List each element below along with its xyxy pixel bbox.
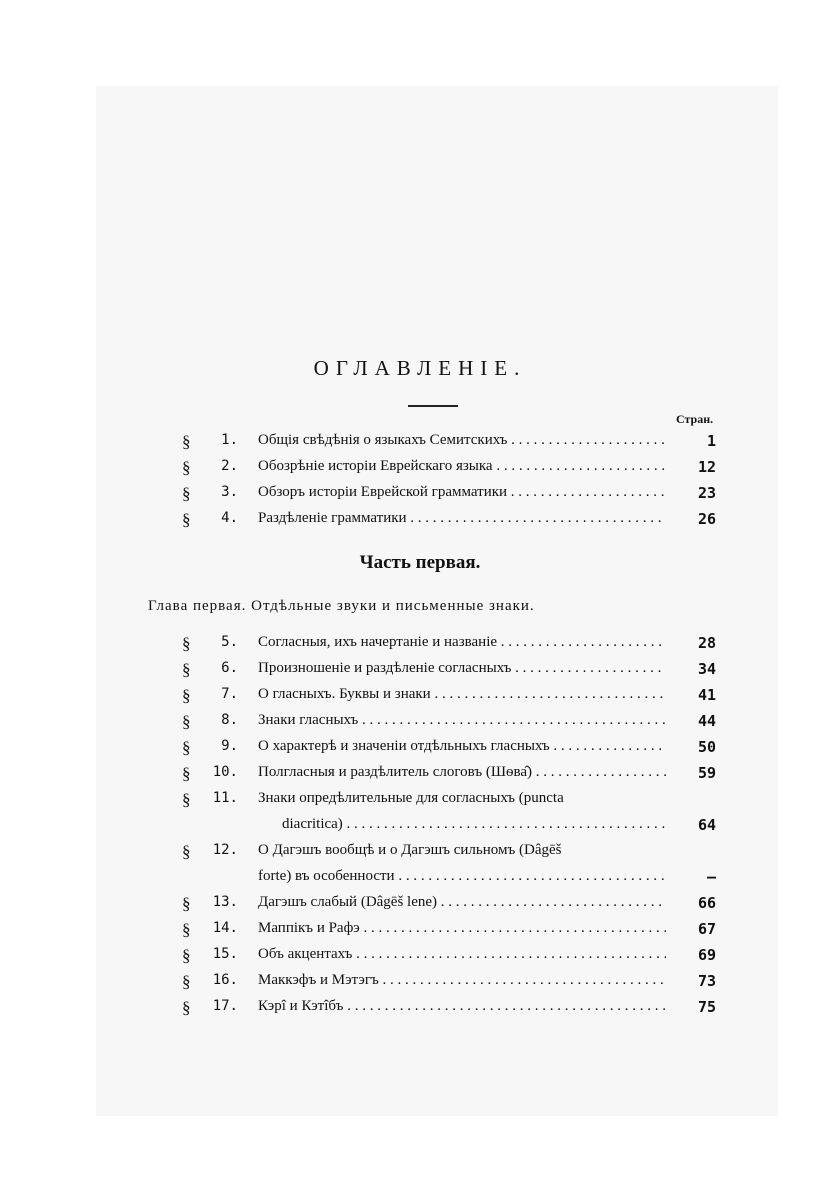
entry-number: 14.	[212, 920, 238, 936]
entry-page: —	[706, 868, 716, 886]
section-sign: §	[182, 920, 191, 939]
entry-page: 67	[697, 920, 716, 938]
entry-page: 26	[697, 510, 716, 528]
section-sign: §	[182, 790, 191, 809]
entry-page: 34	[697, 660, 716, 678]
entry-page: 64	[697, 816, 716, 834]
entry-number: 13.	[212, 894, 238, 910]
page-title: ОГЛАВЛЕНІЕ.	[313, 356, 527, 380]
entry-number: 11.	[212, 790, 238, 806]
entry-number: 4.	[221, 510, 238, 526]
section-sign: §	[182, 894, 191, 913]
entry-title: Дагэшъ слабый (Dâgēš lene) . . .	[258, 894, 666, 911]
entry-title: Обозрѣніе исторіи Еврейскаго языка . . .	[258, 458, 666, 475]
section-sign: §	[182, 686, 191, 705]
entry-number: 12.	[212, 842, 238, 858]
toc-entry[interactable]	[0, 842, 840, 868]
toc-entry-continuation[interactable]	[0, 868, 840, 894]
entry-page: 1	[706, 432, 716, 450]
entry-number: 3.	[221, 484, 238, 500]
entry-number: 7.	[221, 686, 238, 702]
entry-title-cont: diacritica) . . .	[282, 816, 666, 833]
entry-page: 44	[697, 712, 716, 730]
entry-page: 73	[697, 972, 716, 990]
entry-number: 6.	[221, 660, 238, 676]
toc-entry[interactable]	[0, 920, 840, 946]
page-column-label: Стран.	[676, 412, 714, 426]
toc-entry[interactable]	[0, 894, 840, 920]
section-sign: §	[182, 738, 191, 757]
entry-title: О Дагэшъ вообщѣ и о Дагэшъ сильномъ (Dâgēš	[258, 842, 562, 858]
toc-entry[interactable]	[0, 790, 840, 816]
entry-page: 50	[697, 738, 716, 756]
entry-title-cont: forte) въ особенности . . .	[258, 868, 666, 885]
section-sign: §	[182, 634, 191, 653]
entry-page: 66	[697, 894, 716, 912]
chapter-title: Глава первая. Отдѣльные звуки и письменные знаки.	[148, 598, 535, 614]
toc-entry[interactable]	[0, 946, 840, 972]
entry-number: 8.	[221, 712, 238, 728]
section-sign: §	[182, 712, 191, 731]
section-sign: §	[182, 432, 191, 451]
entry-title: Обзоръ исторіи Еврейской грамматики . . .	[258, 484, 666, 501]
entry-page: 75	[697, 998, 716, 1016]
entry-title: Знаки опредѣлительные для согласныхъ (puncta	[258, 790, 564, 806]
entry-title: Объ акцентахъ . . .	[258, 946, 666, 963]
toc-entry[interactable]	[0, 660, 840, 686]
section-sign: §	[182, 510, 191, 529]
section-sign: §	[182, 842, 191, 861]
section-sign: §	[182, 764, 191, 783]
entry-title: Общія свѣдѣнія о языкахъ Семитскихъ . . .	[258, 432, 666, 449]
toc-entry[interactable]	[0, 712, 840, 738]
section-sign: §	[182, 946, 191, 965]
section-sign: §	[182, 660, 191, 679]
title-rule	[408, 405, 458, 407]
entry-page: 28	[697, 634, 716, 652]
entry-page: 41	[697, 686, 716, 704]
entry-title: Произношеніе и раздѣленіе согласныхъ . . .	[258, 660, 666, 677]
toc-entry[interactable]	[0, 634, 840, 660]
toc-entry[interactable]	[0, 686, 840, 712]
section-sign: §	[182, 458, 191, 477]
entry-title: Раздѣленіе грамматики . . .	[258, 510, 666, 527]
entry-title: Полгласныя и раздѣлитель слоговъ (Шѳва̂) . . .	[258, 764, 666, 781]
entry-page: 23	[697, 484, 716, 502]
entry-title: О характерѣ и значеніи отдѣльныхъ гласныхъ . . .	[258, 738, 666, 755]
toc-entry[interactable]	[0, 458, 840, 484]
entry-number: 1.	[221, 432, 238, 448]
entry-number: 16.	[212, 972, 238, 988]
section-sign: §	[182, 998, 191, 1017]
entry-number: 15.	[212, 946, 238, 962]
toc-entry-continuation[interactable]	[0, 816, 840, 842]
entry-number: 9.	[221, 738, 238, 754]
toc-entry[interactable]	[0, 484, 840, 510]
entry-page: 59	[697, 764, 716, 782]
toc-entry[interactable]	[0, 510, 840, 536]
entry-title: Согласныя, ихъ начертаніе и названіе . . .	[258, 634, 666, 651]
entry-title: Кэрî и Кэтîбъ . . .	[258, 998, 666, 1015]
toc-entry[interactable]	[0, 738, 840, 764]
entry-page: 69	[697, 946, 716, 964]
toc-entry[interactable]	[0, 764, 840, 790]
entry-number: 5.	[221, 634, 238, 650]
entry-title: Маппікъ и Рафэ . . .	[258, 920, 666, 937]
toc-entry[interactable]	[0, 432, 840, 458]
entry-number: 10.	[212, 764, 238, 780]
entry-title: О гласныхъ. Буквы и знаки . . .	[258, 686, 666, 703]
entry-number: 2.	[221, 458, 238, 474]
section-sign: §	[182, 484, 191, 503]
section-sign: §	[182, 972, 191, 991]
entry-page: 12	[697, 458, 716, 476]
entry-number: 17.	[212, 998, 238, 1014]
toc-entry[interactable]	[0, 998, 840, 1024]
entry-title: Знаки гласныхъ . . .	[258, 712, 666, 729]
toc-entry[interactable]	[0, 972, 840, 998]
part-title: Часть первая.	[359, 552, 481, 573]
entry-title: Маккэфъ и Мэтэгъ . . .	[258, 972, 666, 989]
